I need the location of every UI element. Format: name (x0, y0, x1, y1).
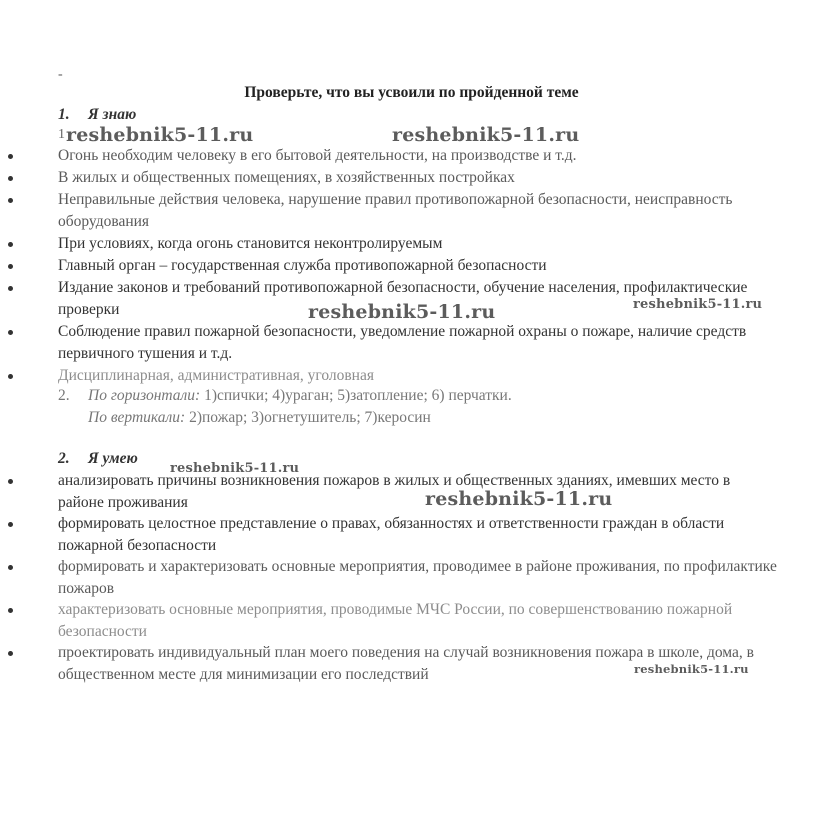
watermark: reshebnik5-11.ru (633, 297, 763, 312)
vertical-label: По вертикали: (88, 409, 186, 426)
list-item-text: В жилых и общественных помещениях, в хозяйственных постройках (58, 169, 515, 186)
bullet (8, 176, 13, 181)
section-2-heading (58, 448, 138, 470)
list-item-text: Издание законов и требований противопожарной безопасности, обучение населения, профилактические проверки (58, 279, 748, 318)
list-item-text: Огонь необходим человеку в его бытовой деятельности, на производстве и т.д. (58, 147, 577, 164)
horizontal-label: По горизонтали: (88, 387, 201, 404)
bullet (8, 565, 13, 570)
bullet (8, 330, 13, 335)
watermark: reshebnik5-11.ru (308, 301, 496, 323)
bullet (8, 198, 13, 203)
bullet (8, 154, 13, 159)
crossword-number: 2. (58, 387, 70, 404)
list-item-text: Неправильные действия человека, нарушение правил противопожарной безопасности, неисправность оборудования (58, 191, 733, 230)
watermark: reshebnik5-11.ru (425, 488, 613, 510)
horizontal-answers: 1)спички; 4)ураган; 5)затопление; 6) перчатки. (204, 387, 512, 404)
document-title: Проверьте, что вы усвоили по пройденной теме (244, 84, 579, 101)
list-item-text: проектировать индивидуальный план моего поведения на случай возникновения пожара в школе, дома, в общественном месте для минимизации его последствий (58, 644, 754, 683)
crossword-horizontal (58, 385, 512, 407)
list-item-text: Дисциплинарная, административная, уголовная (58, 367, 374, 384)
section-2-title: Я умею (88, 450, 138, 467)
list-item-text: При условиях, когда огонь становится неконтролируемым (58, 235, 443, 252)
vertical-answers: 2)пожар; 3)огнетушитель; 7)керосин (189, 409, 431, 426)
watermark: reshebnik5-11.ru (170, 461, 300, 476)
crossword-vertical (88, 407, 431, 429)
list-item-text: Главный орган – государственная служба противопожарной безопасности (58, 257, 547, 274)
bullet (8, 522, 13, 527)
bullet (8, 374, 13, 379)
bullet (8, 479, 13, 484)
bullet (8, 286, 13, 291)
watermark: reshebnik5-11.ru (392, 124, 580, 146)
bullet (8, 651, 13, 656)
list-item-text: Соблюдение правил пожарной безопасности, уведомление пожарной охраны о пожаре, наличие средств первичного тушения и т.д. (58, 323, 747, 362)
list-item-text: формировать целостное представление о правах, обязанностях и ответственности граждан в области пожарной безопасности (58, 515, 725, 554)
list-item-text: характеризовать основные мероприятия, проводимые МЧС России, по совершенствованию пожарной безопасности (58, 601, 733, 640)
watermark: reshebnik5-11.ru (634, 662, 749, 676)
bullet (8, 264, 13, 269)
section-1-title: Я знаю (88, 106, 137, 123)
list-item-text: формировать и характеризовать основные мероприятия, проводимее в районе проживания, по профилактике пожаров (58, 558, 777, 597)
section-2-number: 2. (58, 450, 70, 467)
list-item-text: анализировать причины возникновения пожаров в жилых и общественных зданиях, имевших место в районе проживания (58, 472, 731, 511)
watermark: reshebnik5-11.ru (66, 124, 254, 146)
bullet (8, 242, 13, 247)
bullet (8, 608, 13, 613)
section-1-number: 1. (58, 106, 70, 123)
sub-number: 1 (58, 127, 65, 142)
stray-dash: - (58, 67, 63, 82)
section-1-heading (58, 104, 136, 126)
